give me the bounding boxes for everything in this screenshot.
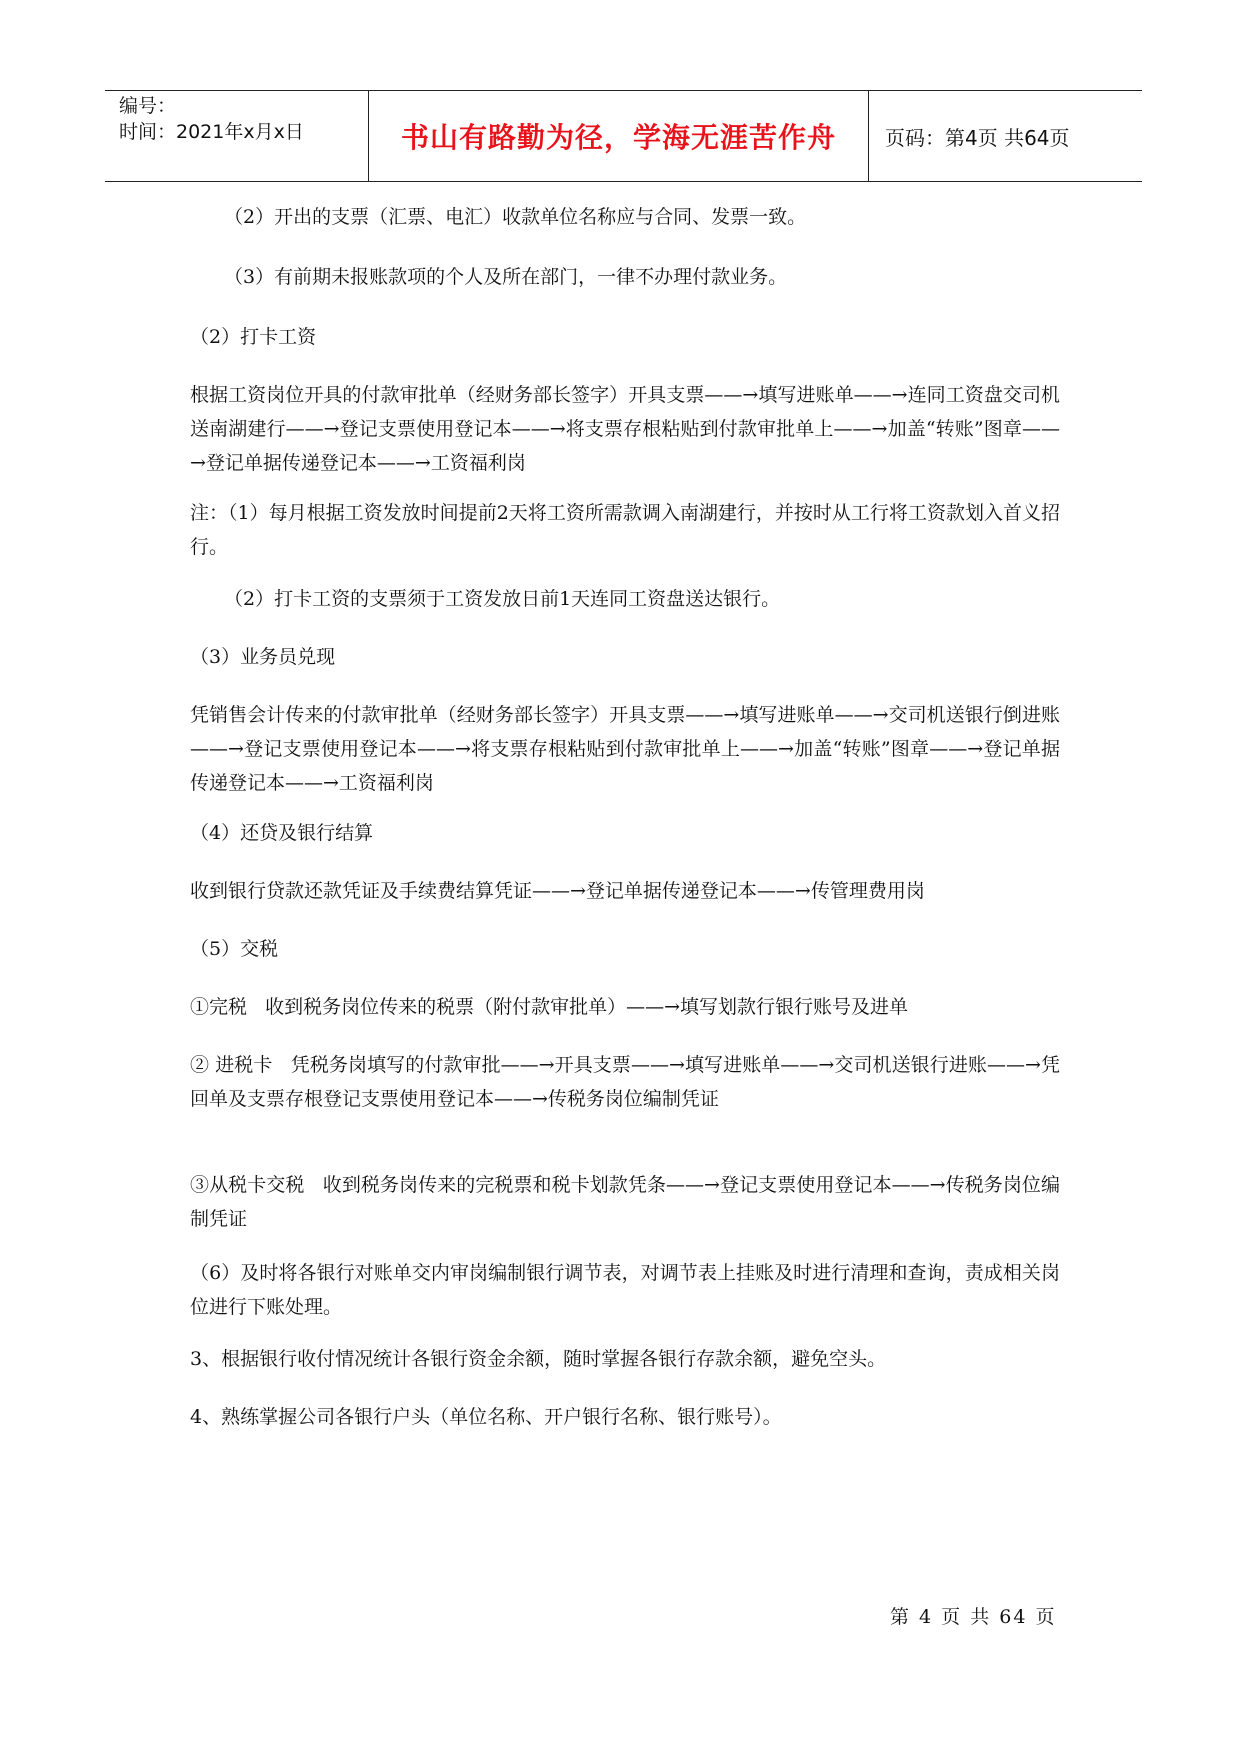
section-heading-tax: （5）交税 [190, 938, 279, 960]
section-heading-payroll: （2）打卡工资 [190, 326, 317, 348]
paragraph-note-2: （2）打卡工资的支票须于工资发放日前1天连同工资盘送达银行。 [224, 588, 781, 610]
paragraph-note-1: 注：（1）每月根据工资发放时间提前2天将工资所需款调入南湖建行，并按时从工行将工资款划入首义招行。 [190, 502, 1060, 558]
paragraph-item-4: 4、熟练掌握公司各银行户头（单位名称、开户银行名称、银行账号）。 [190, 1406, 782, 1428]
header-motto: 书山有路勤为径，学海无涯苦作舟 [369, 91, 869, 181]
paragraph-tax-1: ①完税 收到税务岗位传来的税票（附付款审批单）——→填写划款行银行账号及进单 [190, 996, 909, 1018]
paragraph-item-3: 3、根据银行收付情况统计各银行资金余额，随时掌握各银行存款余额，避免空头。 [190, 1348, 887, 1370]
header-meta [105, 91, 369, 181]
serial-label: 编号： [119, 95, 177, 117]
page-header [105, 90, 1142, 182]
header-page-code: 页码：第4页 共64页 [885, 125, 1070, 150]
page-footer: 第 4 页 共 64 页 [890, 1606, 1057, 1628]
paragraph-tax-2: ② 进税卡 凭税务岗填写的付款审批——→开具支票——→填写进账单——→交司机送银行进账——→凭回单及支票存根登记支票使用登记本——→传税务岗位编制凭证 [190, 1054, 1060, 1110]
paragraph-2: （3）有前期未报账款项的个人及所在部门，一律不办理付款业务。 [224, 266, 788, 288]
paragraph-salesperson-flow: 凭销售会计传来的付款审批单（经财务部长签字）开具支票——→填写进账单——→交司机送银行倒进账——→登记支票使用登记本——→将支票存根粘贴到付款审批单上——→加盖“转账”图章——→登记单据传递登记本——→工资福利岗 [190, 704, 1060, 794]
section-heading-loan: （4）还贷及银行结算 [190, 822, 374, 844]
paragraph-loan-flow: 收到银行贷款还款凭证及手续费结算凭证——→登记单据传递登记本——→传管理费用岗 [190, 880, 925, 902]
paragraph-payroll-flow: 根据工资岗位开具的付款审批单（经财务部长签字）开具支票——→填写进账单——→连同工资盘交司机送南湖建行——→登记支票使用登记本——→将支票存根粘贴到付款审批单上——→加盖“转账”图章——→登记单据传递登记本——→工资福利岗 [190, 384, 1060, 474]
section-heading-salesperson: （3）业务员兑现 [190, 646, 336, 668]
paragraph-1: （2）开出的支票（汇票、电汇）收款单位名称应与合同、发票一致。 [224, 206, 807, 228]
time-label: 时间：2021年x月x日 [119, 121, 304, 143]
paragraph-tax-3: ③从税卡交税 收到税务岗传来的完税票和税卡划款凭条——→登记支票使用登记本——→传税务岗位编制凭证 [190, 1174, 1060, 1230]
paragraph-reconciliation: （6）及时将各银行对账单交内审岗编制银行调节表，对调节表上挂账及时进行清理和查询，责成相关岗位进行下账处理。 [190, 1262, 1060, 1318]
